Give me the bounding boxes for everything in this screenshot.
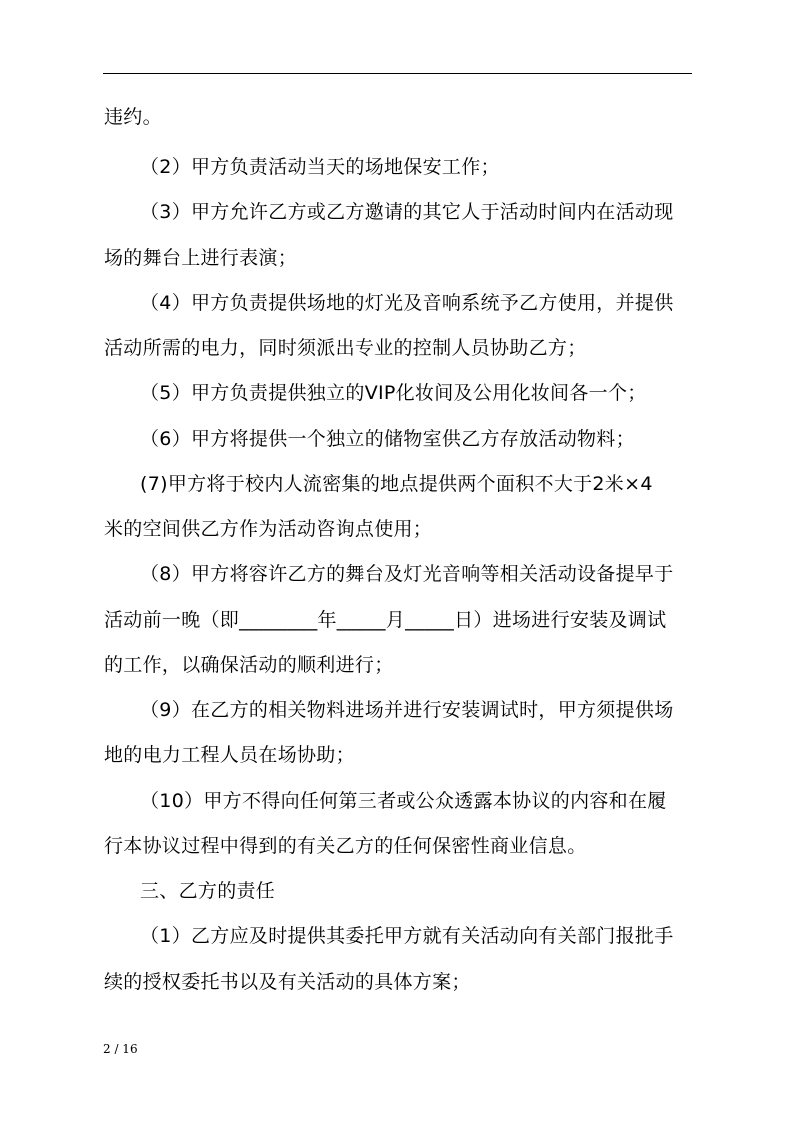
text-line: 场的舞台上进行表演； bbox=[104, 247, 298, 269]
text-line: （4）甲方负责提供场地的灯光及音响系统予乙方使用，并提供 bbox=[140, 292, 674, 314]
text-line: 的工作，以确保活动的顺利进行； bbox=[104, 654, 394, 676]
text-line: （2）甲方负责活动当天的场地保安工作； bbox=[140, 156, 500, 178]
text-line: （9）在乙方的相关物料进场并进行安装调试时，甲方须提供场 bbox=[140, 699, 674, 721]
text-line: 米的空间供乙方作为活动咨询点使用； bbox=[104, 518, 433, 540]
text-line: （1）乙方应及时提供其委托甲方就有关活动向有关部门报批手 bbox=[140, 925, 674, 947]
header-rule bbox=[103, 73, 692, 74]
text-line: （3）甲方允许乙方或乙方邀请的其它人于活动时间内在活动现 bbox=[140, 201, 674, 223]
section-heading: 三、乙方的责任 bbox=[140, 880, 276, 902]
text-line: 活动所需的电力，同时须派出专业的控制人员协助乙方； bbox=[104, 337, 587, 359]
text-line: 地的电力工程人员在场协助； bbox=[104, 744, 355, 766]
text-line: （8）甲方将容许乙方的舞台及灯光音响等相关活动设备提早于 bbox=[140, 563, 674, 585]
text-line: 续的授权委托书以及有关活动的具体方案； bbox=[104, 971, 471, 993]
text-line: 行本协议过程中得到的有关乙方的任何保密性商业信息。 bbox=[104, 835, 587, 857]
text-line: 活动前一晚（即________年_____月_____日）进场进行安装及调试 bbox=[104, 609, 667, 631]
page-number: 2 / 16 bbox=[103, 1042, 138, 1056]
text-line: (7)甲方将于校内人流密集的地点提供两个面积不大于2米×4 bbox=[140, 473, 653, 495]
text-line: （10）甲方不得向任何第三者或公众透露本协议的内容和在履 bbox=[140, 790, 667, 812]
text-line: （6）甲方将提供一个独立的储物室供乙方存放活动物料； bbox=[140, 428, 635, 450]
text-line: 违约。 bbox=[104, 106, 162, 128]
text-line: （5）甲方负责提供独立的VIP化妆间及公用化妆间各一个； bbox=[140, 382, 647, 404]
